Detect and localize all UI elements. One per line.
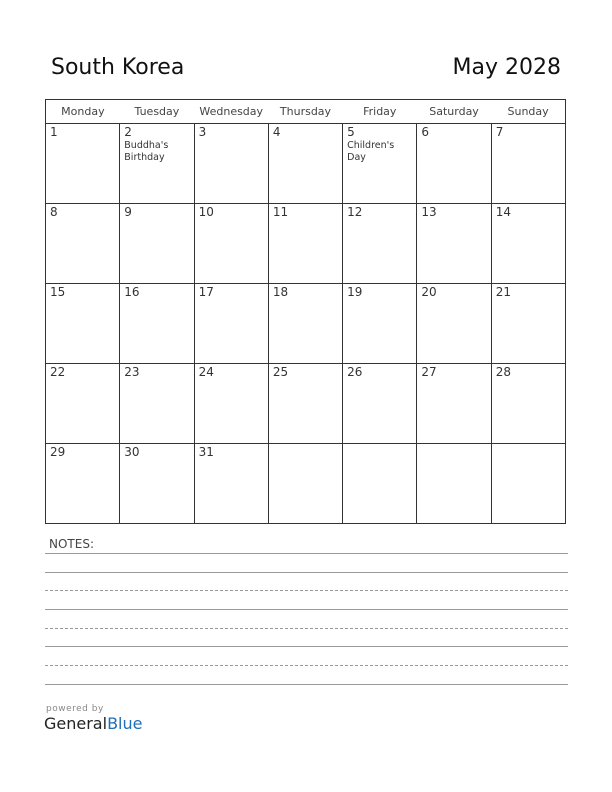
note-line <box>45 553 568 554</box>
day-number: 11 <box>272 205 289 219</box>
day-cell <box>491 124 565 204</box>
day-cell <box>120 444 194 524</box>
day-number: 8 <box>50 205 58 219</box>
day-number: 17 <box>198 285 214 299</box>
week-row <box>46 444 566 524</box>
day-number: 28 <box>495 365 511 379</box>
day-number: 22 <box>50 365 66 379</box>
day-cell <box>491 204 565 284</box>
weekday-header: Monday <box>46 100 120 124</box>
weekday-header: Saturday <box>417 100 491 124</box>
brand-name-blue: Blue <box>107 714 143 733</box>
day-number: 30 <box>124 445 140 459</box>
week-row <box>46 204 566 284</box>
day-cell <box>46 124 120 204</box>
day-cell <box>120 204 194 284</box>
note-line <box>45 572 568 573</box>
day-number: 31 <box>198 445 214 459</box>
day-cell <box>343 204 417 284</box>
day-number: 4 <box>272 125 281 139</box>
day-cell <box>46 284 120 364</box>
day-cell <box>120 124 194 204</box>
day-cell <box>268 124 342 204</box>
day-cell <box>491 284 565 364</box>
note-line <box>45 646 568 647</box>
week-row <box>46 284 566 364</box>
month-year-title: May 2028 <box>452 55 561 80</box>
note-line <box>45 665 568 666</box>
day-number: 15 <box>50 285 66 299</box>
day-number: 12 <box>347 205 363 219</box>
day-number: 19 <box>347 285 363 299</box>
notes-label: NOTES: <box>49 537 94 551</box>
day-cell <box>46 204 120 284</box>
day-number: 9 <box>124 205 132 219</box>
day-cell <box>417 124 491 204</box>
day-number: 5 <box>347 125 355 139</box>
day-cell <box>46 444 120 524</box>
day-cell <box>46 364 120 444</box>
day-cell <box>268 364 342 444</box>
note-line <box>45 609 568 610</box>
weekday-header-row <box>46 100 566 124</box>
day-cell <box>343 284 417 364</box>
day-cell <box>268 444 342 524</box>
day-number: 10 <box>198 205 214 219</box>
day-cell <box>343 124 417 204</box>
day-cell <box>194 124 268 204</box>
holiday-label: Buddha's Birthday <box>124 140 169 163</box>
day-number: 29 <box>50 445 66 459</box>
note-line <box>45 684 568 685</box>
day-number: 14 <box>495 205 511 219</box>
day-cell <box>268 284 342 364</box>
country-title: South Korea <box>51 55 185 80</box>
calendar-grid <box>45 99 566 524</box>
day-number: 16 <box>124 285 140 299</box>
day-cell <box>417 444 491 524</box>
brand-name-general: General <box>44 714 108 733</box>
day-cell <box>343 364 417 444</box>
holiday-label: Children's Day <box>347 140 395 163</box>
day-cell <box>491 364 565 444</box>
weekday-header: Tuesday <box>120 100 194 124</box>
day-number: 20 <box>421 285 437 299</box>
day-number: 7 <box>495 125 504 139</box>
day-number: 1 <box>50 125 58 139</box>
day-number: 21 <box>495 285 511 299</box>
day-cell <box>417 364 491 444</box>
day-number: 3 <box>198 125 207 139</box>
day-number: 2 <box>124 125 132 139</box>
day-number: 13 <box>421 205 437 219</box>
generalblue-logo <box>44 704 142 733</box>
week-row <box>46 124 566 204</box>
day-number: 27 <box>421 365 437 379</box>
weekday-header: Thursday <box>268 100 342 124</box>
day-number: 18 <box>272 285 289 299</box>
note-line <box>45 628 568 629</box>
day-number: 25 <box>272 365 289 379</box>
day-cell <box>268 204 342 284</box>
day-cell <box>120 284 194 364</box>
note-line <box>45 590 568 591</box>
day-number: 6 <box>421 125 430 139</box>
day-cell <box>491 444 565 524</box>
weekday-header: Friday <box>343 100 417 124</box>
day-number: 24 <box>198 365 214 379</box>
day-cell <box>194 284 268 364</box>
day-number: 26 <box>347 365 363 379</box>
day-cell <box>194 364 268 444</box>
weekday-header: Wednesday <box>194 100 268 124</box>
day-cell <box>194 444 268 524</box>
day-cell <box>417 284 491 364</box>
day-cell <box>194 204 268 284</box>
day-cell <box>417 204 491 284</box>
day-cell <box>343 444 417 524</box>
day-cell <box>120 364 194 444</box>
weekday-header: Sunday <box>491 100 565 124</box>
powered-by-text: powered by <box>46 704 104 714</box>
day-number: 23 <box>124 365 140 379</box>
week-row <box>46 364 566 444</box>
